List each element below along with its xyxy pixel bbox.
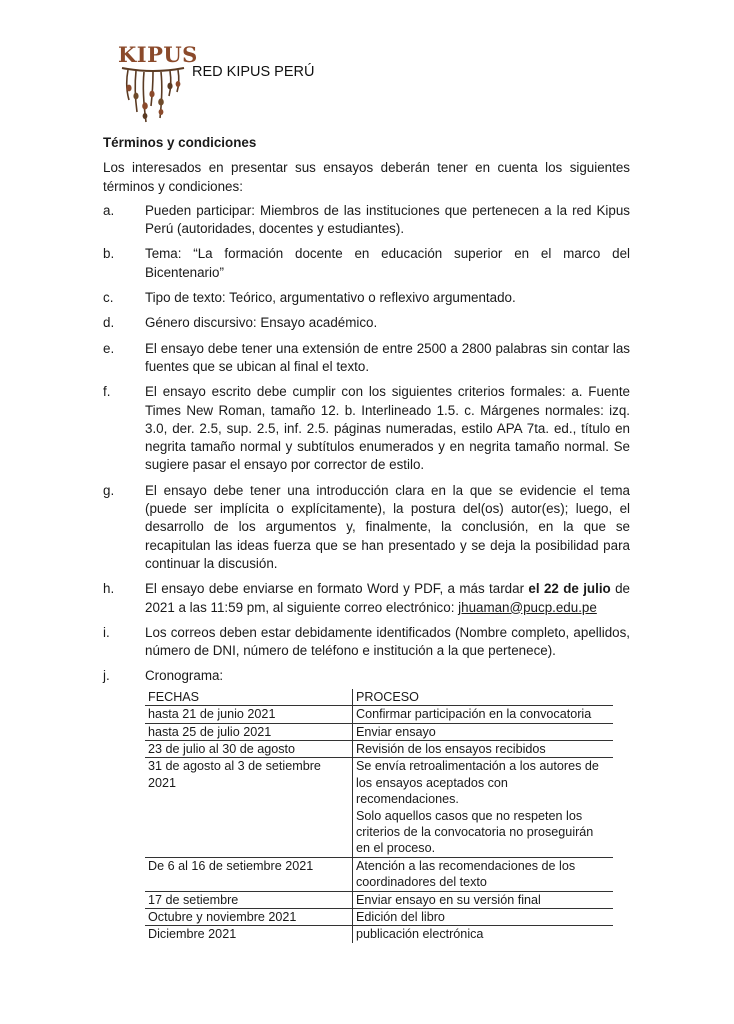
proceso-cell bbox=[353, 891, 614, 908]
kipus-logo bbox=[118, 42, 198, 124]
item-letter: j. bbox=[103, 668, 110, 684]
list-item-f bbox=[103, 383, 630, 474]
list-item-a bbox=[103, 202, 630, 239]
terms-section bbox=[103, 134, 630, 943]
item-letter: g. bbox=[103, 482, 115, 498]
table-row bbox=[145, 926, 613, 943]
item-text bbox=[145, 580, 630, 617]
table-row bbox=[145, 909, 613, 926]
organization-name: RED KIPUS PERÚ bbox=[192, 64, 315, 80]
list-item-g bbox=[103, 482, 630, 573]
table-row bbox=[145, 891, 613, 908]
proceso-cell bbox=[353, 723, 614, 740]
item-text: Cronograma: bbox=[145, 668, 224, 684]
list-item-d bbox=[103, 314, 630, 332]
item-letter: b. bbox=[103, 246, 115, 262]
proceso-text: Enviar ensayo bbox=[356, 724, 436, 739]
fecha-cell: 17 de setiembre bbox=[145, 891, 353, 908]
item-letter: c. bbox=[103, 290, 114, 306]
proceso-text: publicación electrónica bbox=[356, 927, 484, 942]
item-text: Tema: “La formación docente en educación superior en el marco del Bicentenario” bbox=[145, 246, 630, 280]
fecha-cell: hasta 25 de julio 2021 bbox=[145, 723, 353, 740]
fecha-cell: 31 de agosto al 3 de setiembre 2021 bbox=[145, 758, 353, 857]
proceso-cell bbox=[353, 706, 614, 723]
item-text: Tipo de texto: Teórico, argumentativo o reflexivo argumentado. bbox=[145, 290, 516, 306]
item-letter: h. bbox=[103, 581, 115, 597]
section-title: Términos y condiciones bbox=[103, 135, 257, 150]
proceso-text: Confirmar participación en la convocatoria bbox=[356, 707, 592, 722]
email-link[interactable]: jhuaman@pucp.edu.pe bbox=[458, 599, 597, 615]
item-text: El ensayo escrito debe cumplir con los siguientes criterios formales: a. Fuente Times New Roman, tamaño 12. b. Interlineado 1.5. c. Márgenes normales: izq. 3.0, der. 2.5, sup. 2.5, inf. 2.5. páginas numeradas, estilo APA 7ta. ed., título en negrita tamaño normal y subtítulos enumerados y en negrita tamaño normal. Se sugiere pasar el ensayo por corrector de estilo. bbox=[145, 384, 630, 473]
table-row bbox=[145, 706, 613, 723]
table-row bbox=[145, 740, 613, 757]
proceso-cell bbox=[353, 740, 614, 757]
logo-wordmark: KIPUS bbox=[118, 42, 198, 67]
list-item-c bbox=[103, 289, 630, 307]
header-cell-proceso: PROCESO bbox=[356, 689, 419, 704]
table-row bbox=[145, 723, 613, 740]
item-text: Los correos deben estar debidamente identificados (Nombre completo, apellidos, número de DNI, número de teléfono e institución a la que pertenece). bbox=[145, 624, 630, 659]
fecha-cell: hasta 21 de junio 2021 bbox=[145, 706, 353, 723]
item-text: Pueden participar: Miembros de las instituciones que pertenecen a la red Kipus Perú (autoridades, docentes y estudiantes). bbox=[145, 202, 630, 237]
fecha-cell: Octubre y noviembre 2021 bbox=[145, 909, 353, 926]
item-letter: e. bbox=[103, 340, 115, 356]
quipu-cords-icon bbox=[120, 66, 186, 126]
proceso-cell bbox=[353, 926, 614, 943]
item-h-text-start: El ensayo debe enviarse en formato Word y PDF, a más tardar bbox=[145, 581, 529, 597]
item-text: El ensayo debe tener una introducción clara en la que se evidencie el tema (puede ser implícita o explícitamente), la postura del(os) autor(es); luego, el desarrollo de los argumentos y, finalmente, la conclusión, en la que se recapitulan las ideas fuerza que se han presentado y se deja la posibilidad para continuar la discusión. bbox=[145, 482, 630, 571]
table-row bbox=[145, 857, 613, 891]
fecha-cell: Diciembre 2021 bbox=[145, 926, 353, 943]
deadline-date: el 22 de julio bbox=[528, 581, 611, 597]
item-text: Género discursivo: Ensayo académico. bbox=[145, 315, 378, 331]
fecha-cell: De 6 al 16 de setiembre 2021 bbox=[145, 857, 353, 891]
table-header-row bbox=[145, 689, 613, 706]
header-cell-fechas: FECHAS bbox=[145, 689, 353, 706]
proceso-text: Revisión de los ensayos recibidos bbox=[356, 741, 546, 756]
item-letter: f. bbox=[103, 384, 111, 400]
intro-paragraph: Los interesados en presentar sus ensayos deberán tener en cuenta los siguientes términos y condiciones: bbox=[103, 160, 630, 194]
list-item-e bbox=[103, 340, 630, 377]
list-item-b bbox=[103, 245, 630, 282]
item-h-text-middle: de 2021 a las 11:59 pm, al siguiente correo electrónico: bbox=[145, 581, 630, 615]
item-letter: i. bbox=[103, 624, 110, 640]
proceso-text: Solo aquellos casos que no respeten los criterios de la convocatoria no proseguirán en el proceso. bbox=[356, 808, 594, 856]
proceso-text: Atención a las recomendaciones de los coordinadores del texto bbox=[356, 858, 576, 890]
proceso-text: Edición del libro bbox=[356, 910, 445, 924]
list-item-j bbox=[103, 667, 630, 685]
fecha-cell: 23 de julio al 30 de agosto bbox=[145, 740, 353, 757]
proceso-cell bbox=[353, 909, 614, 926]
item-letter: a. bbox=[103, 202, 115, 218]
table-row bbox=[145, 758, 613, 857]
list-item-h bbox=[103, 580, 630, 617]
schedule-table bbox=[145, 689, 613, 943]
proceso-cell bbox=[353, 758, 614, 857]
item-text: El ensayo debe tener una extensión de entre 2500 a 2800 palabras sin contar las fuentes que se ubican al final el texto. bbox=[145, 340, 630, 374]
proceso-text: Se envía retroalimentación a los autores de los ensayos aceptados con recomendaciones. bbox=[356, 759, 599, 807]
proceso-cell bbox=[353, 857, 614, 891]
proceso-text: Enviar ensayo en su versión final bbox=[356, 892, 541, 907]
list-item-i bbox=[103, 624, 630, 661]
item-letter: d. bbox=[103, 315, 115, 331]
